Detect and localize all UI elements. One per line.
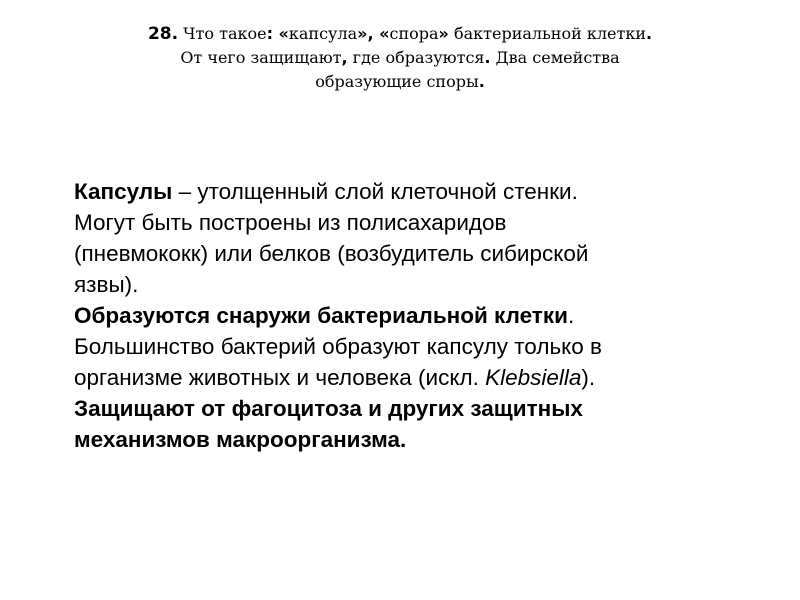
body-line-2: Могут быть построены из полисахаридов — [74, 210, 507, 235]
body-line-6: Большинство бактерий образуют капсулу только в — [74, 334, 602, 359]
capsules-term: Капсулы — [74, 179, 173, 204]
body-line-8: Защищают от фагоцитоза и других защитных — [74, 396, 583, 421]
body-line-9: механизмов макроорганизма. — [74, 427, 407, 452]
heading-line-2: От чего защищают, где образуются. Два семейства — [180, 48, 620, 67]
heading-line-3: образующие споры. — [315, 72, 485, 91]
slide-heading — [100, 22, 700, 94]
heading-line-1: 28. Что такое: «капсула», «спора» бактериальной клетки. — [147, 24, 653, 44]
question-number: 28. — [147, 24, 179, 44]
body-line-4: язвы). — [74, 272, 139, 297]
body-line-3: (пневмококк) или белков (возбудитель сибирской — [74, 241, 589, 266]
body-line-1: Капсулы – утолщенный слой клеточной стенки. — [74, 179, 578, 204]
slide-body — [74, 176, 734, 455]
formation-statement: Образуются снаружи бактериальной клетки — [74, 303, 568, 328]
body-line-5: Образуются снаружи бактериальной клетки. — [74, 303, 575, 328]
body-line-7: организме животных и человека (искл. Klebsiella). — [74, 365, 596, 390]
klebsiella-term: Klebsiella — [485, 365, 582, 390]
